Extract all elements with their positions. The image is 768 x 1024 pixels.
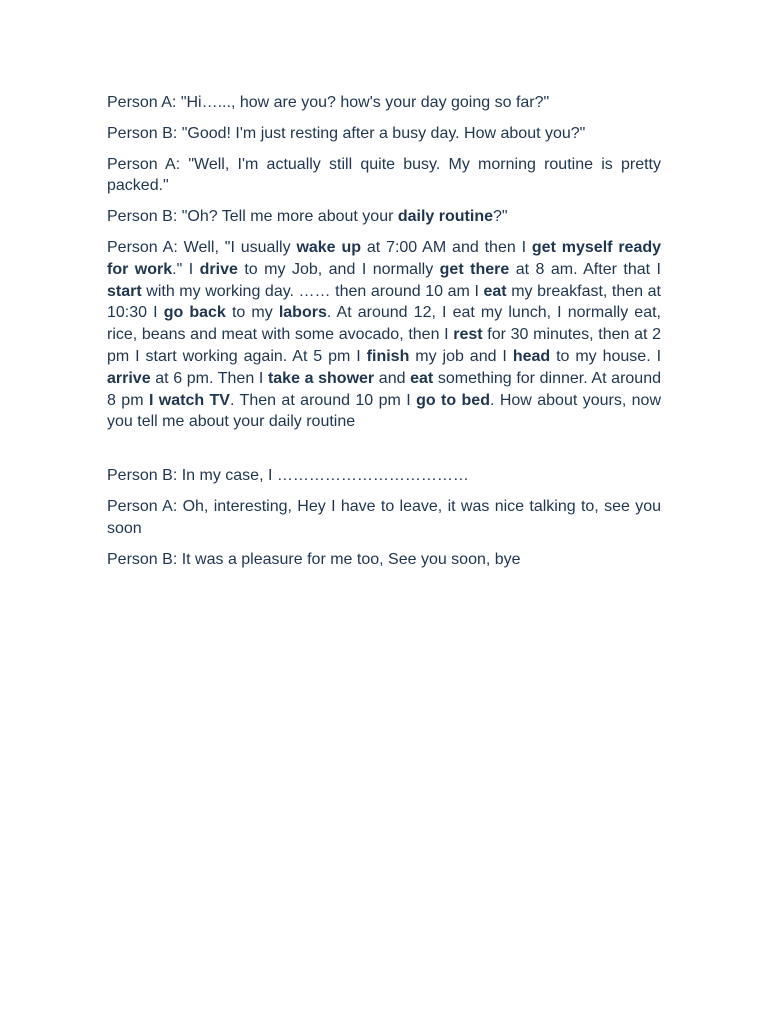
dialogue-text: at 7:00 AM and then I [361, 238, 532, 256]
dialogue-text: ." I [172, 260, 200, 278]
dialogue-text: Person A: Oh, interesting, Hey I have to leave, it was nice talking to, see you soon [107, 497, 661, 537]
dialogue-line-6 [107, 465, 661, 487]
dialogue-text: something for dinner. At around 8 pm [107, 369, 662, 409]
dialogue-text: for 30 minutes, then at 2 pm I start working again. At 5 pm I [107, 326, 661, 365]
highlighted-phrase: head [512, 347, 551, 365]
dialogue-text: ?" [492, 208, 508, 226]
dialogue-text: my breakfast, then at 10:30 I [107, 282, 662, 322]
dialogue-text: . Then at around 10 pm I [229, 391, 417, 409]
dialogue-text: Person B: "Good! I'm just resting after a busy day. How about you?" [107, 124, 586, 142]
dialogue-text: and [374, 369, 411, 387]
dialogue-line-2 [107, 123, 661, 145]
dialogue-line-4 [107, 206, 661, 228]
highlighted-phrase: eat [483, 282, 507, 300]
highlighted-phrase: rest [453, 326, 483, 344]
dialogue-line-3 [107, 154, 661, 198]
highlighted-phrase: finish [366, 347, 410, 365]
dialogue-line-8 [107, 549, 661, 571]
dialogue-text: Person A: "Hi…..., how are you? how's your day going so far?" [107, 94, 550, 111]
dialogue-line-7 [107, 496, 661, 540]
dialogue-text: . How about yours, now you tell me about your daily routine [107, 391, 662, 431]
dialogue-content [107, 92, 661, 579]
highlighted-phrase: get myself ready for work [107, 238, 662, 278]
dialogue-text: Person A: Well, "I usually [107, 238, 297, 256]
highlighted-phrase: I watch TV [148, 391, 230, 409]
dialogue-text: at 8 am. After that I [509, 260, 661, 278]
dialogue-text: Person B: In my case, I ……………………………… [107, 467, 469, 485]
dialogue-text: . At around 12, I eat my lunch, I normally eat, rice, beans and meat with some avocado, then I [107, 304, 661, 344]
highlighted-phrase: take a shower [267, 369, 375, 387]
highlighted-phrase: drive [199, 260, 238, 278]
highlighted-phrase: eat [410, 369, 434, 387]
highlighted-phrase: start [107, 282, 142, 300]
highlighted-phrase: get there [439, 260, 510, 278]
dialogue-text: Person B: "Oh? Tell me more about your [107, 208, 398, 226]
dialogue-text: Person A: "Well, I'm actually still quite busy. My morning routine is pretty packed." [107, 155, 661, 195]
dialogue-line-5 [107, 237, 661, 433]
dialogue-text: my job and I [409, 347, 513, 365]
dialogue-text: to my [225, 304, 279, 322]
dialogue-text: with my working day. …… then around 10 am I [141, 282, 484, 300]
highlighted-phrase: go to bed [416, 391, 490, 409]
highlighted-phrase: arrive [107, 369, 151, 387]
dialogue-text: to my Job, and I normally [237, 260, 440, 278]
dialogue-text: at 6 pm. Then I [150, 369, 268, 387]
dialogue-text: to my house. I [550, 347, 662, 365]
highlighted-phrase: labors [278, 304, 327, 322]
highlighted-phrase: go back [163, 304, 226, 322]
highlighted-phrase: wake up [296, 238, 361, 256]
dialogue-text: Person B: It was a pleasure for me too, See you soon, bye [107, 550, 521, 568]
highlighted-phrase: daily routine [397, 208, 493, 226]
dialogue-line-1 [107, 92, 661, 114]
